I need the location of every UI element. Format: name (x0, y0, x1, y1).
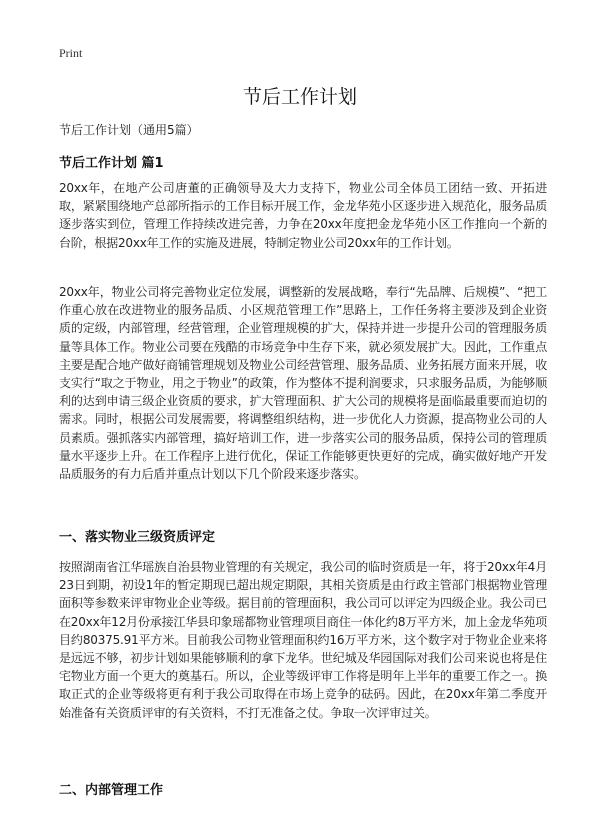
section-title: 节后工作计划 篇1 (59, 156, 164, 171)
document-subtitle: 节后工作计划（通用5篇） (59, 123, 199, 137)
heading-internal-management: 二、内部管理工作 (59, 783, 164, 798)
heading-qualification: 一、落实物业三级资质评定 (59, 530, 216, 545)
paragraph-strategy: 20xx年，物业公司将完善物业定位发展，调整新的发展战略，奉行“先品牌、后规模”、“把工作重心放在改进物业的服务品质、小区规范管理工作”思路上，工作任务将主要涉及到企业资质的定级，内部管理，经营管理，企业管理规模的扩大，保持并进一步提升公司的管理服务质量等具体工作。物业公司要在残酷的市场竞争中生存下来，就必须发展扩大。因此，工作重点主要是配合地产做好商铺管理规划及物业公司经营管理、服务品质、业务拓展方面来开展，收支实行“取之于物业，用之于物业”的政策，作为整体不提利润要求，只求服务品质，为能够顺利的达到申请三级企业资质的要求，扩大管理面积、扩大公司的规模将是面临最重要而迫切的需求。同时，根据公司发展需要，将调整组织结构，进一步优化人力资源，提高物业公司的人员素质。强抓落实内部管理，搞好培训工作，进一步落实公司的服务品质，保持公司的管理质量水平逐步上升。在工作程序上进行优化，保证工作能够更快更好的完成，确实做好地产开发品质服务的有力后盾并重点计划以下几个阶段来逐步落实。 (59, 285, 547, 482)
paragraph-intro: 20xx年，在地产公司唐董的正确领导及大力支持下，物业公司全体员工团结一致、开拓进取，紧紧围绕地产总部所指示的工作目标开展工作，金龙华苑小区逐步进入规范化，服务品质逐步落实到位，管理工作持续改进完善，力争在20xx年度把金龙华苑小区工作推向一个新的台阶，根据20xx年工作的实施及进展，特制定物业公司20xx年的工作计划。 (59, 181, 547, 250)
page-title: 节后工作计划 (242, 86, 357, 108)
print-label[interactable]: Print (59, 46, 83, 60)
paragraph-qualification: 按照湖南省江华瑶族自治县物业管理的有关规定，我公司的临时资质是一年，将于20xx年4月23日到期，初设1年的暂定期现已超出规定期限，其相关资质是由行政主管部门根据物业管理面积等参数来评审物业企业等级。据目前的管理面积，我公司可以评定为四级企业。我公司已在20xx年12月份承接江华县印象瑶都物业管理项目商住一体化约8万平方米，加上金龙华苑项目约80375.91平方米。目前我公司物业管理面积约16万平方米，这个数字对于物业企业来将是远远不够，初步计划如果能够顺利的拿下龙华。世纪城及华园国际对我们公司来说也将是住宅物业方面一个更大的奠基石。所以，企业等级评审工作将是明年上半年的重要工作之一。换取正式的企业等级将更有利于我公司取得在市场上竞争的砝码。因此，在20xx年第二季度开始准备有关资质评审的有关资料，不打无准备之仗。争取一次评审过关。 (59, 560, 547, 720)
